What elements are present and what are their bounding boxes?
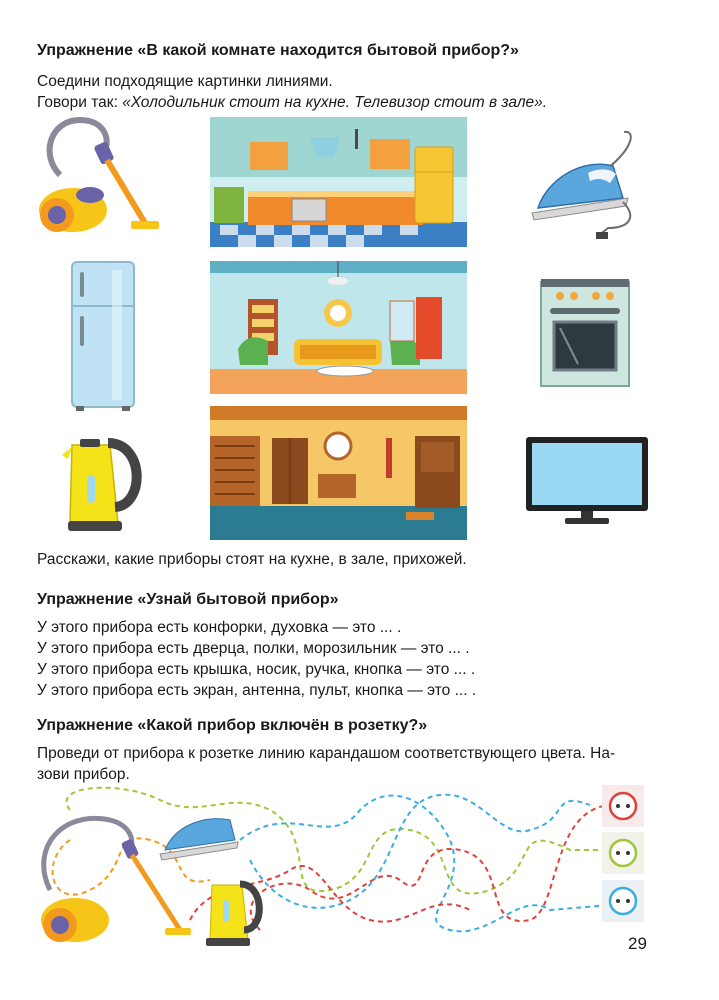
- tv-image[interactable]: [525, 436, 650, 528]
- kitchen-room-image[interactable]: [210, 117, 467, 247]
- example-prefix: Говори так:: [37, 94, 123, 111]
- kettle-image[interactable]: [60, 435, 150, 535]
- exercise2-line-1: У этого прибора есть конфорки, духовка — это ... .: [37, 619, 402, 636]
- exercise2-line-2: У этого прибора есть дверца, полки, морозильник — это ... .: [37, 640, 470, 657]
- exercise3-line-1: Проведи от прибора к розетке линию карандашом соответствующего цвета. На-: [37, 745, 616, 762]
- maze-path-red: [251, 805, 610, 930]
- maze-kettle-image: [206, 884, 259, 946]
- exercise2-line-3: У этого прибора есть крышка, носик, ручка, кнопка — это ... .: [37, 661, 476, 678]
- hallway-room-image[interactable]: [210, 406, 467, 540]
- vacuum-cleaner-image[interactable]: [35, 115, 165, 240]
- maze-vacuum-image: [41, 818, 191, 942]
- socket-blue: [602, 880, 644, 922]
- exercise2-title: Упражнение «Узнай бытовой прибор»: [37, 591, 339, 608]
- socket-red: [602, 785, 644, 827]
- stove-image[interactable]: [540, 278, 630, 388]
- socket-green: [602, 832, 644, 874]
- living-room-image[interactable]: [210, 261, 467, 394]
- iron-image[interactable]: [528, 128, 638, 240]
- example-text: «Холодильник стоит на кухне. Телевизор стоит в зале».: [122, 94, 548, 111]
- refrigerator-image[interactable]: [70, 260, 136, 412]
- exercise1-question: Расскажи, какие приборы стоят на кухне, в зале, прихожей.: [37, 551, 467, 568]
- exercise3-line-2: зови прибор.: [37, 766, 130, 783]
- maze-iron-image: [160, 819, 238, 860]
- exercise1-title: Упражнение «В какой комнате находится бытовой прибор?»: [37, 42, 519, 59]
- exercise1-example: [37, 92, 547, 113]
- page-number: 29: [628, 934, 647, 953]
- exercise2-line-4: У этого прибора есть экран, антенна, пульт, кнопка — это ... .: [37, 682, 477, 699]
- maze-illustration: [30, 780, 650, 950]
- exercise1-instruction: Соедини подходящие картинки линиями.: [37, 73, 333, 90]
- exercise3-title: Упражнение «Какой прибор включён в розетку?»: [37, 717, 428, 734]
